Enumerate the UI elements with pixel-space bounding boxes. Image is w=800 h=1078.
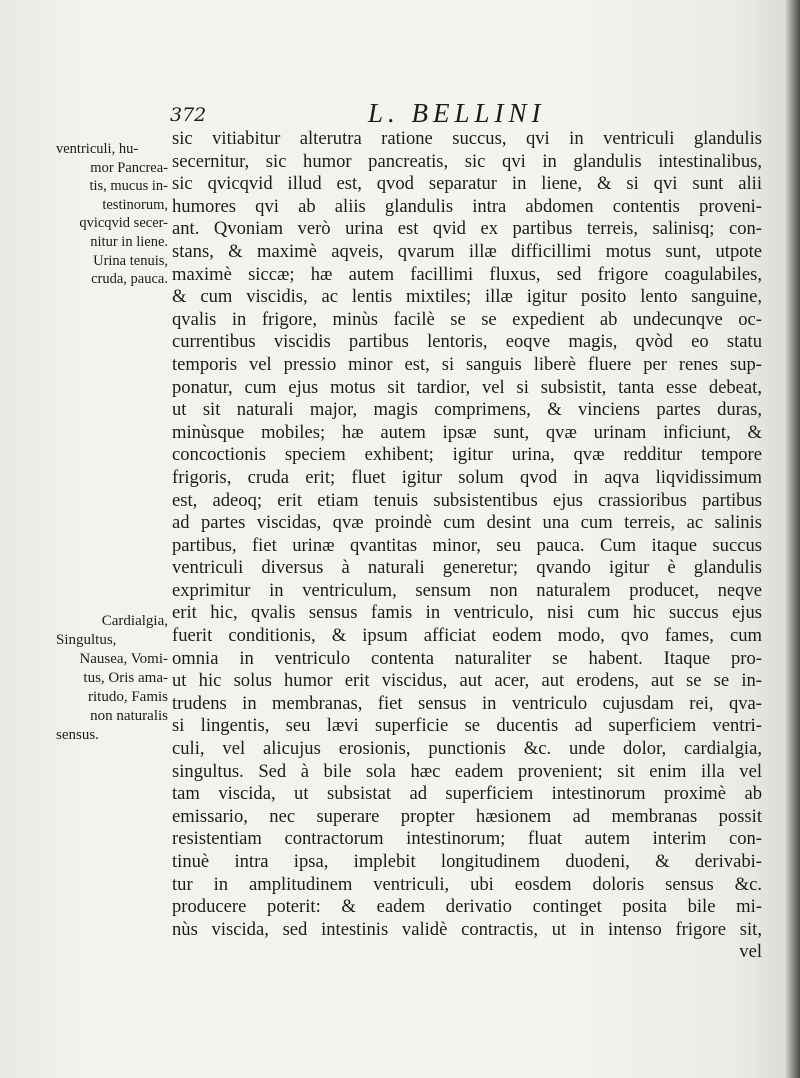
page-gutter-shadow	[786, 0, 800, 1078]
body-line: ut sit naturali major, magis comprimens, & vinciens partes duras,	[172, 399, 762, 421]
body-line: culi, vel alicujus erosionis, punctionis &c. unde dolor, cardialgia,	[172, 738, 762, 760]
body-line: sic qvicqvid illud est, qvod separatur in liene, & si qvi sunt alii	[172, 173, 762, 195]
body-line: concoctionis speciem exhibent; igitur urina, qvæ redditur tempore	[172, 444, 762, 466]
running-header	[0, 98, 800, 126]
body-line: frigoris, cruda erit; fluet igitur solum qvod in aqva liqvidissimum	[172, 466, 762, 488]
body-line: temporis vel pressio minor est, si sanguis liberè fluere per renes sup-	[172, 353, 762, 375]
body-line: est, adeoq; erit etiam tenuis subsistentibus ejus crassioribus partibus	[172, 489, 762, 511]
margin-note-line: ventriculi, hu-	[56, 141, 139, 157]
margin-note-urine	[56, 140, 168, 289]
margin-note-line: ritudo, Famis	[87, 689, 168, 705]
body-line: tam viscida, ut subsistat ad superficiem intestinorum proximè ab	[172, 783, 762, 805]
body-line: ant. Qvoniam verò urina est qvid ex partibus terreis, salinisq; con-	[172, 218, 762, 240]
margin-note-line: tis, mucus in-	[89, 178, 168, 195]
margin-note-line: Urina tenuis,	[93, 252, 168, 269]
body-line: nùs viscida, sed intestinis validè contractis, ut in intenso frigore sit,	[172, 918, 762, 940]
body-line: singultus. Sed à bile sola hæc eadem provenient; sit enim illa vel	[172, 760, 762, 782]
body-line: & cum viscidis, ac lentis mixtiles; illæ igitur posito lento sanguine,	[172, 286, 762, 308]
body-line: trudens in membranas, fiet sensus in ventriculo cujusdam rei, qva-	[172, 692, 762, 714]
body-line: producere poterit: & eadem derivatio continget posita bile mi-	[172, 896, 762, 918]
body-line: exprimitur in ventriculum, sensum non naturalem producet, neqve	[172, 579, 762, 601]
body-line: humores qvi ab aliis glandulis intra abdomen contentis proveni-	[172, 195, 762, 217]
body-line: partibus, fiet urinæ qvantitas minor, seu pauca. Cum itaque succus	[172, 534, 762, 556]
margin-note-cardialgia	[56, 612, 168, 745]
page-number: 372	[170, 104, 207, 126]
body-line: emissario, nec superare propter hæsionem ad membranas possit	[172, 805, 762, 827]
running-title: L. BELLINI	[368, 98, 546, 128]
body-line: qvalis in frigore, minùs facilè se se expedient ab undecunqve oc-	[172, 308, 762, 330]
body-line: secernitur, sic humor pancreatis, sic qvi in glandulis intestinalibus,	[172, 150, 762, 172]
body-line: omnia in ventriculo contenta naturaliter se habent. Itaque pro-	[172, 647, 762, 669]
margin-note-line: mor Pancrea-	[90, 159, 168, 176]
body-line: ad partes viscidas, qvæ proindè cum desint una cum terreis, ac salinis	[172, 512, 762, 534]
body-line: ponatur, cum ejus motus sit tardior, vel si subsistit, tanta esse debeat,	[172, 376, 762, 398]
margin-note-line: Nausea, Vomi-	[79, 651, 168, 667]
margin-note-line: testinorum,	[102, 196, 168, 213]
body-line: erit hic, qvalis sensus famis in ventriculo, nisi cum hic succus ejus	[172, 602, 762, 624]
margin-note-line: qvicqvid secer-	[79, 215, 168, 232]
body-line: tur in amplitudinem ventriculi, ubi eosdem doloris sensus &c.	[172, 873, 762, 895]
body-line: ut hic solus humor erit viscidus, aut acer, aut erodens, aut se se in-	[172, 670, 762, 692]
body-line: stans, & maximè aqveis, qvarum illæ difficillimi motus sunt, utpote	[172, 240, 762, 262]
margin-note-line: cruda, pauca.	[91, 271, 168, 288]
body-line: tinuè intra ipsa, implebit longitudinem duodeni, & derivabi-	[172, 851, 762, 872]
body-line: resistentiam contractorum intestinorum; fluat autem interim con-	[172, 828, 762, 850]
margin-note-line: tus, Oris ama-	[83, 670, 168, 686]
body-line: minùsque mobiles; hæ autem ipsæ sunt, qvæ urinam inficiunt, &	[172, 421, 762, 443]
body-line: sic vitiabitur alterutra ratione succus, qvi in ventriculi glandulis	[172, 128, 762, 149]
body-line: fuerit conditionis, & ipsum afficiat eodem modo, qvo fames, cum	[172, 625, 762, 647]
margin-note-line: non naturalis	[90, 708, 168, 724]
catchword: vel	[739, 941, 762, 963]
main-text-column	[172, 128, 762, 964]
body-line: currentibus viscidis partibus lentoris, eoqve magis, qvòd eo statu	[172, 331, 762, 353]
body-line: ventriculi diversus à naturali generetur; qvando igitur è glandulis	[172, 557, 762, 579]
margin-note-line: nitur in liene.	[90, 233, 168, 250]
margin-note-line: Singultus,	[56, 632, 117, 648]
margin-note-line: Cardialgia,	[101, 613, 168, 629]
body-line: si lingentis, seu lævi superficie se ducentis ad superficiem ventri-	[172, 715, 762, 737]
margin-note-line: sensus.	[56, 727, 99, 743]
body-line: maximè siccæ; hæ autem facillimi fluxus, sed frigore coagulabiles,	[172, 263, 762, 285]
